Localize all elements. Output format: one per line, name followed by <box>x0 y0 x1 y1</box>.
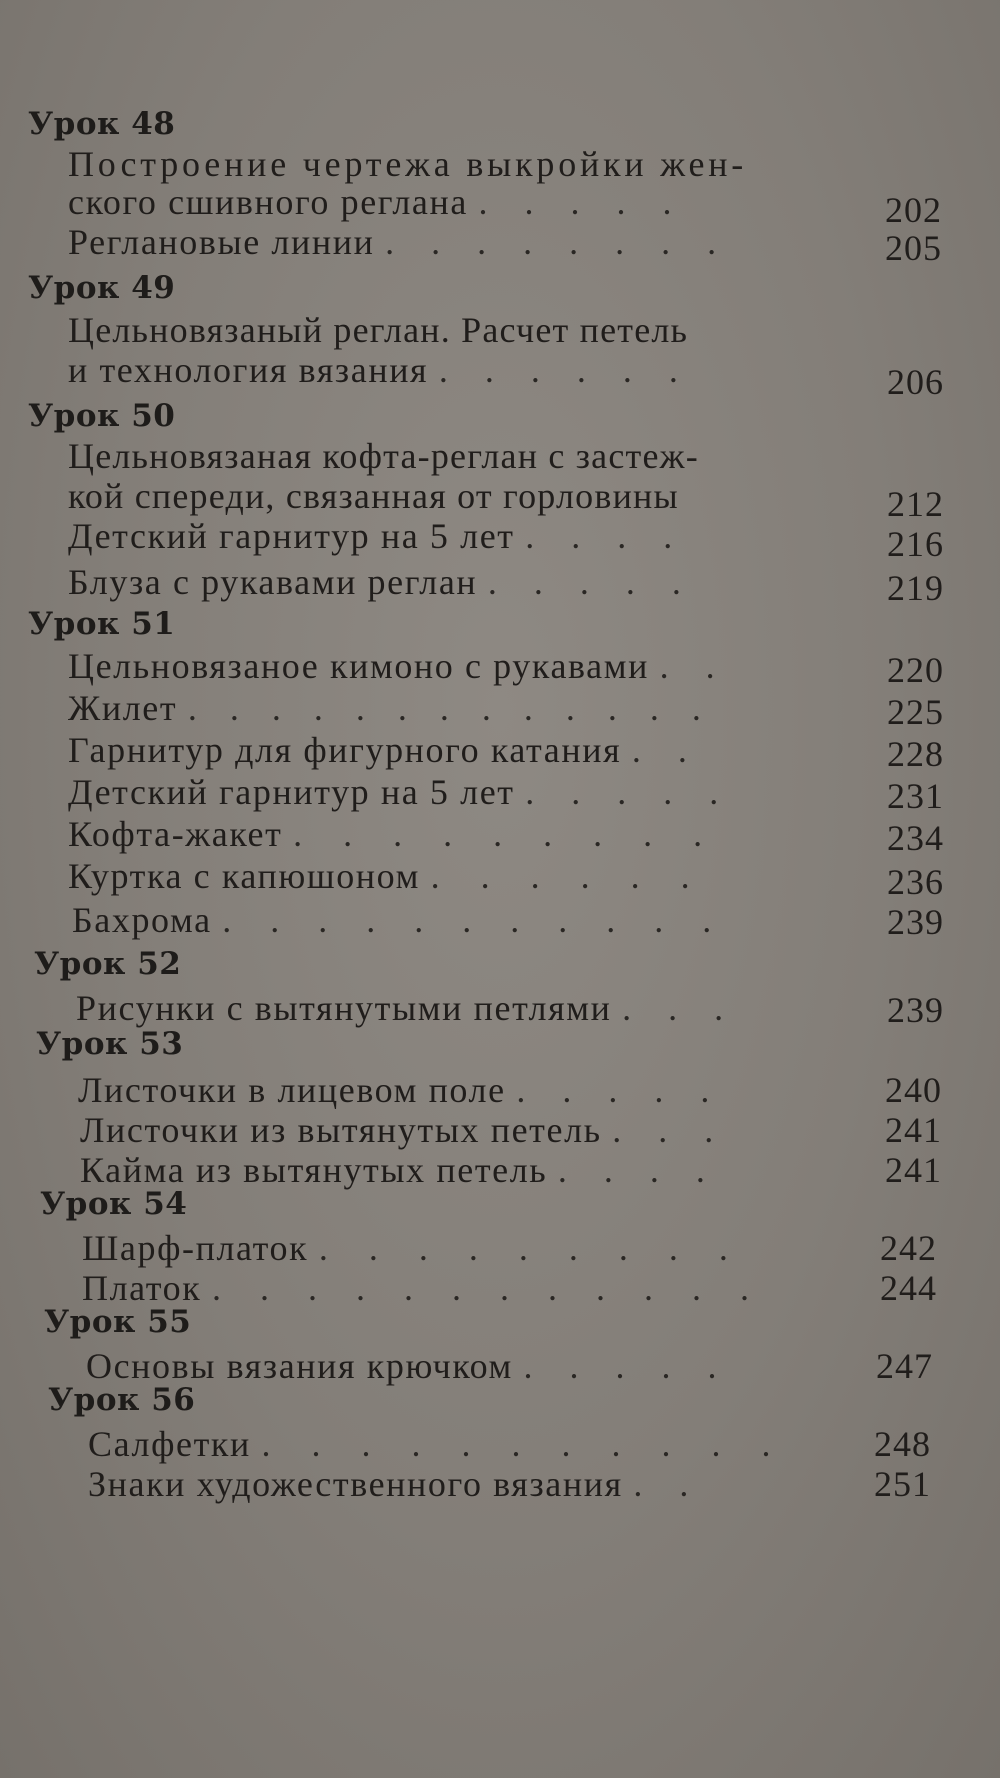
toc-entry-line: Шарф-платок . . . . . . . . . <box>82 1228 744 1268</box>
leader-dots: . . . <box>622 988 738 1028</box>
leader-dots: . . . . . <box>516 1070 724 1110</box>
page-number: 239 <box>887 902 944 942</box>
page-number: 216 <box>887 524 944 564</box>
lesson-heading: Урок 52 <box>34 946 182 982</box>
lesson-heading: Урок 56 <box>48 1382 196 1418</box>
lesson-heading: Урок 55 <box>44 1304 192 1340</box>
page-number: 228 <box>887 734 944 774</box>
page-number: 242 <box>880 1228 937 1268</box>
toc-entry-line: Детский гарнитур на 5 лет . . . . . <box>68 772 733 812</box>
page-number: 244 <box>880 1268 937 1308</box>
leader-dots: . . . . . <box>523 1346 731 1386</box>
lesson-heading: Урок 50 <box>28 398 176 434</box>
page-number: 206 <box>887 362 944 402</box>
toc-entry-line: Блуза с рукавами реглан . . . . . <box>68 562 695 602</box>
lesson-heading: Урок 51 <box>28 606 176 642</box>
leader-dots: . . . . . . . . . . . . <box>211 1268 764 1308</box>
leader-dots: . . . . . <box>525 772 733 812</box>
leader-dots: . . . . . . . . . <box>293 814 719 854</box>
leader-dots: . . . . . . <box>438 350 692 390</box>
page-number: 248 <box>874 1424 931 1464</box>
toc-entry-line: Бахрома . . . . . . . . . . . <box>72 900 727 940</box>
page-number: 202 <box>885 190 942 230</box>
lesson-heading: Урок 49 <box>28 270 176 306</box>
page-number: 205 <box>885 228 942 268</box>
toc-entry-line: Знаки художественного вязания . . <box>88 1464 703 1504</box>
page-number: 220 <box>887 650 944 690</box>
page-number: 251 <box>874 1464 931 1504</box>
page-number: 236 <box>887 862 944 902</box>
toc-entry-line: ского сшивного реглана . . . . . <box>68 182 686 222</box>
toc-entry-line: Куртка с капюшоном . . . . . . <box>68 856 706 896</box>
toc-entry-line: Детский гарнитур на 5 лет . . . . <box>68 516 687 556</box>
toc-entry-line: Кофта-жакет . . . . . . . . . <box>68 814 719 854</box>
page-number: 212 <box>887 484 944 524</box>
toc-entry-line: кой спереди, связанная от горловины <box>68 476 679 516</box>
leader-dots: . . . . . <box>487 562 695 602</box>
toc-entry-line: Платок . . . . . . . . . . . . <box>82 1268 764 1308</box>
leader-dots: . . . . <box>525 516 687 556</box>
lesson-heading: Урок 48 <box>28 106 176 142</box>
toc-entry-line: Цельновязаный реглан. Расчет петель <box>68 310 689 350</box>
page-number: 241 <box>885 1150 942 1190</box>
leader-dots: . . . . . . <box>430 856 706 896</box>
page-number: 219 <box>887 568 944 608</box>
page-number: 247 <box>876 1346 933 1386</box>
toc-entry-line: Цельновязаное кимоно с рукавами . . <box>68 646 729 686</box>
toc-entry-line: Реглановые линии . . . . . . . . <box>68 222 731 262</box>
page-number: 241 <box>885 1110 942 1150</box>
leader-dots: . . . . <box>557 1150 719 1190</box>
toc-entry-line: Салфетки . . . . . . . . . . . <box>88 1424 787 1464</box>
toc-entry-line: и технология вязания . . . . . . <box>68 350 692 390</box>
toc-entry-line: Гарнитур для фигурного катания . . <box>68 730 701 770</box>
leader-dots: . . . . . . . . . <box>318 1228 744 1268</box>
toc-entry-line: Листочки в лицевом поле . . . . . <box>78 1070 724 1110</box>
toc-entry-line: Кайма из вытянутых петель . . . . <box>80 1150 719 1190</box>
toc-entry-line: Рисунки с вытянутыми петлями . . . <box>76 988 738 1028</box>
lesson-heading: Урок 53 <box>36 1026 184 1062</box>
page-number: 240 <box>885 1070 942 1110</box>
leader-dots: . . . . . . . . . . . . . <box>187 688 713 728</box>
leader-dots: . . <box>659 646 729 686</box>
toc-entry-line: Построение чертежа выкройки жен- <box>68 144 748 184</box>
leader-dots: . . <box>631 730 701 770</box>
page-number: 234 <box>887 818 944 858</box>
toc-entry-line: Цельновязаная кофта-реглан с застеж- <box>68 436 699 476</box>
page-number: 225 <box>887 692 944 732</box>
leader-dots: . . . . . <box>478 182 686 222</box>
leader-dots: . . . . . . . . <box>385 222 731 262</box>
page-number: 239 <box>887 990 944 1030</box>
leader-dots: . . . . . . . . . . . <box>222 900 727 940</box>
page-number: 231 <box>887 776 944 816</box>
toc-entry-line: Основы вязания крючком . . . . . <box>86 1346 731 1386</box>
toc-entry-line: Листочки из вытянутых петель . . . <box>80 1110 728 1150</box>
leader-dots: . . . <box>612 1110 728 1150</box>
lesson-heading: Урок 54 <box>40 1186 188 1222</box>
leader-dots: . . . . . . . . . . . <box>261 1424 787 1464</box>
leader-dots: . . <box>633 1464 703 1504</box>
toc-entry-line: Жилет . . . . . . . . . . . . . <box>68 688 713 728</box>
